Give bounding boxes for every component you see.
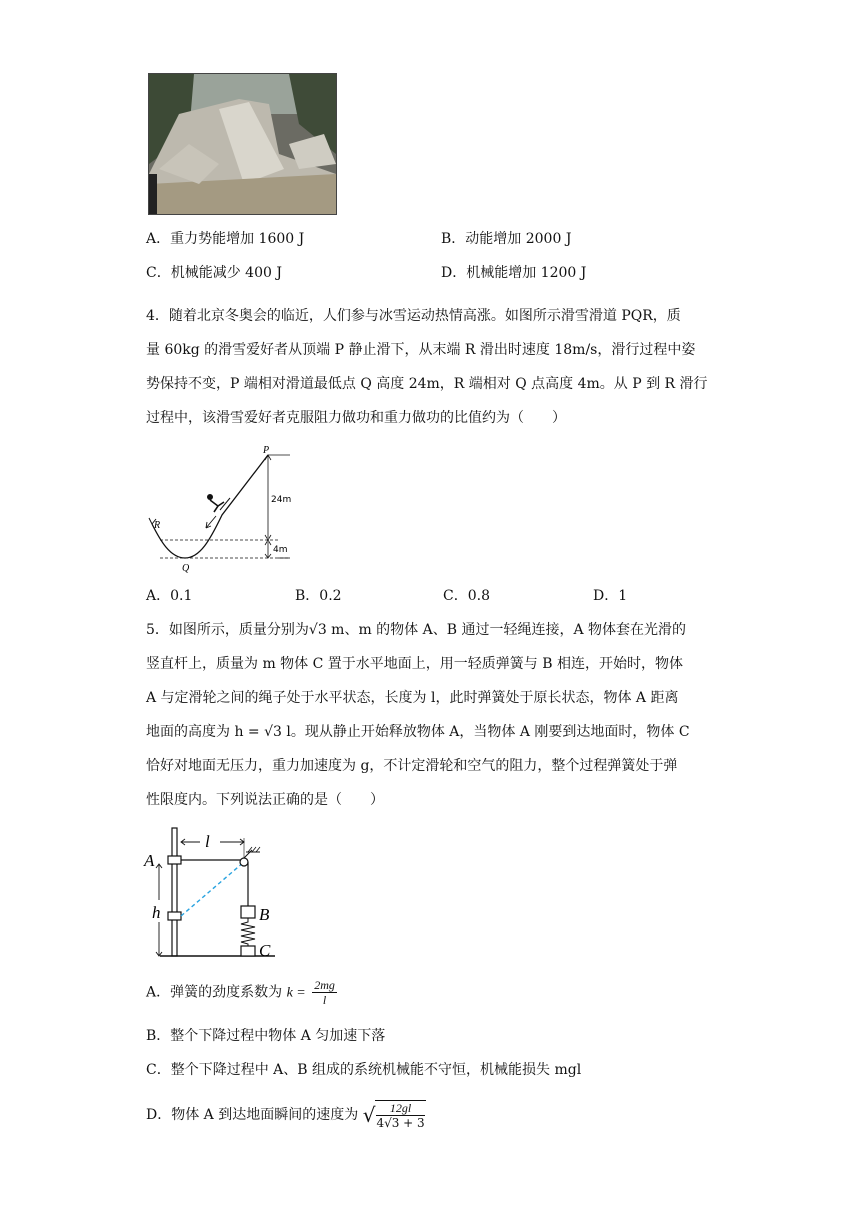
q5-option-a (146, 978, 337, 1007)
q5-option-d-fraction (375, 1100, 425, 1130)
q5-line-2: 竖直杆上，质量为 m 物体 C 置于水平地面上，用一轻质弹簧与 B 相连，开始时，物体 (146, 656, 683, 672)
label-h: h (152, 903, 161, 922)
ski-slope-photo (148, 73, 337, 215)
q5-line-1: 5．如图所示，质量分别为√3 m、m 的物体 A、B 通过一轻绳连接，A 物体套在光滑的 (146, 622, 687, 638)
q3-option-a: A．重力势能增加 1600 J (146, 231, 305, 247)
q4-option-b: B．0.2 (295, 588, 342, 604)
label-r: R (154, 520, 161, 531)
label-c: C (259, 941, 271, 960)
q5-option-d (146, 1100, 426, 1130)
q5-option-d-text: D．物体 A 到达地面瞬间的速度为 (146, 1107, 359, 1123)
q4-line-3: 势保持不变，P 端相对滑道最低点 Q 高度 24m，R 端相对 Q 点高度 4m。从 P 到 R 滑行 (146, 376, 708, 392)
q5-option-b: B．整个下降过程中物体 A 匀加速下落 (146, 1028, 386, 1044)
label-p: P (263, 445, 270, 456)
q5-option-a-denominator: l (322, 993, 327, 1007)
label-l: l (205, 832, 210, 851)
sqrt-sign: √ (362, 1103, 376, 1127)
q4-line-1: 4．随着北京冬奥会的临近，人们参与冰雪运动热情高涨。如图所示滑雪滑道 PQR，质 (146, 308, 681, 324)
label-24m: 24m (271, 495, 292, 505)
q5-option-d-numerator: 12gl (376, 1101, 424, 1116)
q3-option-b: B．动能增加 2000 J (441, 231, 572, 247)
label-a: A (144, 851, 155, 870)
pulley-spring-diagram (140, 822, 290, 962)
label-b: B (259, 905, 270, 924)
q3-option-c: C．机械能减少 400 J (146, 265, 282, 281)
q4-option-c: C．0.8 (443, 588, 490, 604)
q4-line-2: 量 60kg 的滑雪爱好者从顶端 P 静止滑下，从末端 R 滑出时速度 18m/s，滑行过程中姿 (146, 342, 696, 358)
q3-option-d: D．机械能增加 1200 J (441, 265, 587, 281)
q5-line-3: A 与定滑轮之间的绳子处于水平状态，长度为 l，此时弹簧处于原长状态，物体 A 距离 (146, 690, 679, 706)
q5-option-d-denominator: 4√3 + 3 (376, 1116, 425, 1130)
q5-option-a-text: A．弹簧的劲度系数为 (146, 984, 283, 1001)
ski-track-diagram (140, 440, 300, 576)
label-q: Q (182, 563, 190, 574)
q5-line-4: 地面的高度为 h = √3 l。现从静止开始释放物体 A，当物体 A 刚要到达地面时，物体 C (146, 724, 690, 740)
q5-line-5: 恰好对地面无压力，重力加速度为 g，不计定滑轮和空气的阻力，整个过程弹簧处于弹 (146, 758, 678, 774)
label-4m: 4m (273, 545, 288, 555)
q4-option-d: D．1 (593, 588, 628, 604)
q4-line-4: 过程中，该滑雪爱好者克服阻力做功和重力做功的比值约为（ ） (146, 410, 566, 426)
q5-option-c: C．整个下降过程中 A、B 组成的系统机械能不守恒，机械能损失 mgl (146, 1062, 582, 1078)
q5-option-a-lhs: k = (286, 985, 306, 1001)
q5-line-6: 性限度内。下列说法正确的是（ ） (146, 792, 384, 808)
q5-option-a-numerator: 2mg (314, 978, 335, 992)
q4-option-a: A．0.1 (146, 588, 193, 604)
q5-option-a-fraction (312, 978, 337, 1007)
